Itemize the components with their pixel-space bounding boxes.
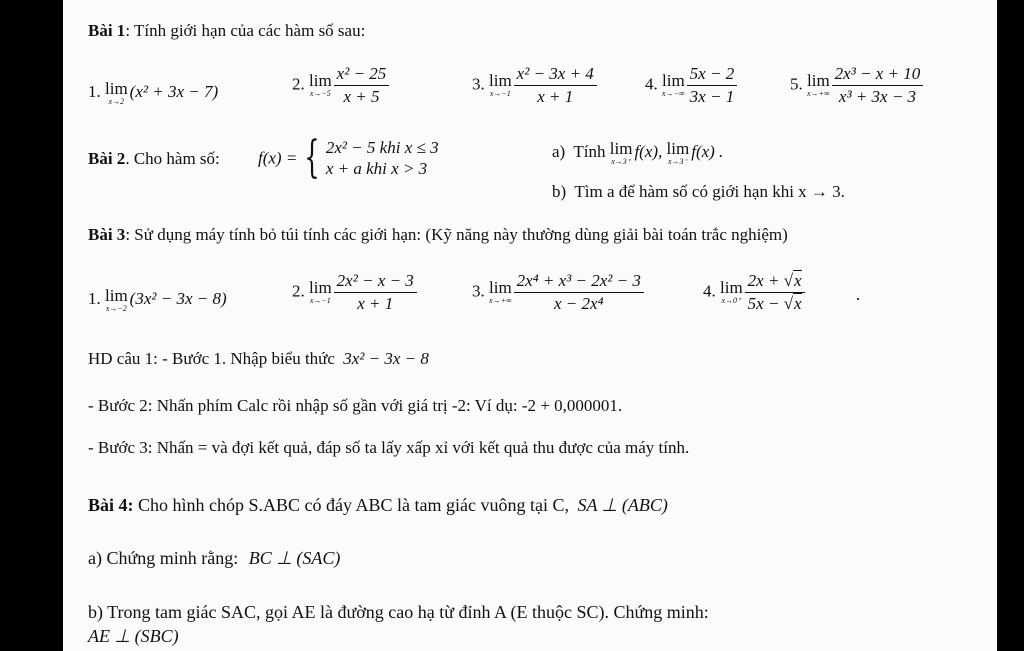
bai4-heading (88, 496, 668, 514)
lim-subscript: x→−1 (489, 89, 511, 99)
lim-operator (807, 72, 830, 98)
case-2: x + a khi x > 3 (325, 159, 428, 178)
bai4-question-a (88, 549, 340, 567)
fraction (334, 65, 390, 106)
item-number: 1. (88, 288, 101, 308)
item-number: 2. (292, 74, 305, 94)
question-text: Tính (573, 141, 606, 161)
bai2-function (258, 132, 439, 183)
bai2-heading (88, 150, 220, 167)
bai1-item-1 (88, 80, 218, 106)
sqrt-radicand: x (794, 271, 802, 290)
lim-operator (720, 279, 743, 305)
numerator: x² − 3x + 4 (514, 65, 597, 86)
bai3-item-4 (703, 272, 805, 313)
lim-operator (309, 72, 332, 98)
bai4-text: Cho hình chóp S.ABC có đáy ABC là tam giác vuông tại C, (133, 495, 569, 515)
item-number: 2. (292, 281, 305, 301)
hd-step-2: - Bước 2: Nhấn phím Calc rồi nhập số gần với giá trị -2: Ví dụ: -2 + 0,000001. (88, 396, 623, 415)
bai3-item-2 (292, 272, 417, 313)
item-number: 4. (645, 74, 658, 94)
fraction (832, 65, 924, 106)
bai2-intro: . Cho hàm số: (125, 149, 220, 168)
question-text: Tìm a để hàm số có giới hạn khi x → 3. (574, 182, 845, 201)
question-text: a) Chứng minh rằng: (88, 548, 239, 568)
bai3-title: Bài 3 (88, 225, 126, 244)
lim-operator (489, 72, 512, 98)
fraction (745, 272, 805, 313)
question-label: a) (552, 141, 566, 161)
numerator: 2x³ − x + 10 (832, 65, 924, 86)
lim-word: lim (105, 286, 128, 305)
lim-subscript: x→−5 (309, 89, 331, 99)
numerator: 2x + √x (745, 272, 805, 293)
lim-operator (667, 140, 690, 166)
bai2-question-a (552, 140, 723, 166)
lim-subscript: x→3⁺ (611, 157, 631, 166)
hd-expression: 3x² − 3x − 8 (343, 349, 429, 368)
denominator: 3x − 1 (689, 86, 735, 106)
question-expression: BC ⊥ (SAC) (248, 548, 341, 568)
lim-subscript: x→−2 (105, 304, 127, 313)
item-number: 1. (88, 81, 101, 101)
fraction (514, 65, 597, 106)
bai1-title: Bài 1 (88, 21, 126, 40)
bai4-question-b-expr: AE ⊥ (SBC) (88, 626, 179, 646)
case-1: 2x² − 5 khi x ≤ 3 (325, 137, 439, 157)
function-name: f(x) = (258, 148, 298, 168)
expression: (x² + 3x − 7) (129, 81, 219, 101)
lim-operator (662, 72, 685, 98)
bai1-item-2 (292, 65, 389, 106)
lim-subscript: x→+∞ (489, 296, 512, 306)
item-number: 3. (472, 281, 485, 301)
bai4-title: Bài 4: (88, 495, 134, 515)
lim-operator (610, 140, 633, 166)
bai2-question-b (552, 183, 845, 200)
sqrt-radicand: x (794, 293, 802, 313)
lim-operator (309, 279, 332, 305)
lim-subscript: x→−1 (309, 296, 331, 306)
lim-word: lim (309, 71, 332, 91)
bai3-heading (88, 226, 788, 243)
denominator: x + 1 (357, 293, 394, 313)
lim-word: lim (105, 79, 128, 98)
lim-subscript: x→+∞ (807, 89, 830, 99)
bai3-instruction: : Sử dụng máy tính bỏ túi tính các giới hạn: (Kỹ năng này thường dùng giải bài toán trắc nghiệm) (125, 225, 788, 244)
fraction (514, 272, 644, 313)
denominator-part: 5x − (747, 293, 784, 313)
fraction (334, 272, 417, 313)
lim-word: lim (720, 278, 743, 298)
left-brace: { (303, 132, 320, 183)
stray-dot (857, 298, 859, 300)
denominator: x + 1 (537, 86, 574, 106)
lim-word: lim (666, 139, 690, 158)
expression: (3x² − 3x − 8) (129, 288, 227, 308)
denominator: x − 2x⁴ (554, 293, 604, 313)
lim-operator (105, 80, 128, 106)
function-expr: f(x), (634, 141, 663, 161)
bai1-item-4 (645, 65, 737, 106)
bai1-instruction: : Tính giới hạn của các hàm số sau: (125, 21, 366, 40)
piecewise-cases (326, 137, 439, 180)
lim-word: lim (609, 139, 633, 158)
denominator: x³ + 3x − 3 (838, 86, 917, 106)
function-expr: f(x) . (691, 141, 724, 161)
denominator: 5x − √x (747, 293, 802, 313)
lim-subscript: x→0⁺ (721, 296, 742, 306)
denominator: x + 5 (343, 86, 380, 106)
bai3-item-1 (88, 287, 227, 313)
lim-word: lim (489, 278, 512, 298)
numerator: x² − 25 (334, 65, 390, 86)
hd-text: HD câu 1: - Bước 1. Nhập biểu thức (88, 349, 335, 368)
bai2-title: Bài 2 (88, 149, 126, 168)
bai1-item-3 (472, 65, 597, 106)
lim-word: lim (309, 278, 332, 298)
bai1-heading (88, 22, 365, 39)
lim-subscript: x→−∞ (662, 89, 685, 99)
lim-word: lim (662, 71, 685, 91)
numerator: 5x − 2 (687, 65, 738, 86)
bai4-condition: SA ⊥ (ABC) (577, 495, 668, 515)
numerator: 2x² − x − 3 (334, 272, 417, 293)
lim-word: lim (807, 71, 830, 91)
numerator-part: 2x + (747, 271, 784, 290)
item-number: 3. (472, 74, 485, 94)
fraction (687, 65, 738, 106)
item-number: 4. (703, 281, 716, 301)
hd-step-1 (88, 350, 429, 367)
bai1-item-5 (790, 65, 923, 106)
lim-subscript: x→2 (108, 97, 125, 106)
lim-subscript: x→3⁻ (667, 157, 688, 166)
bai3-item-3 (472, 272, 644, 313)
lim-operator (489, 279, 512, 305)
numerator: 2x⁴ + x³ − 2x² − 3 (514, 272, 644, 293)
question-label: b) (552, 182, 567, 201)
bai4-question-b: b) Trong tam giác SAC, gọi AE là đường cao hạ từ đỉnh A (E thuộc SC). Chứng minh: (88, 602, 709, 622)
lim-word: lim (489, 71, 512, 91)
item-number: 5. (790, 74, 803, 94)
hd-step-3: - Bước 3: Nhấn = và đợi kết quả, đáp số ta lấy xấp xỉ với kết quả thu được của máy tính. (88, 438, 690, 457)
lim-operator (105, 287, 128, 313)
